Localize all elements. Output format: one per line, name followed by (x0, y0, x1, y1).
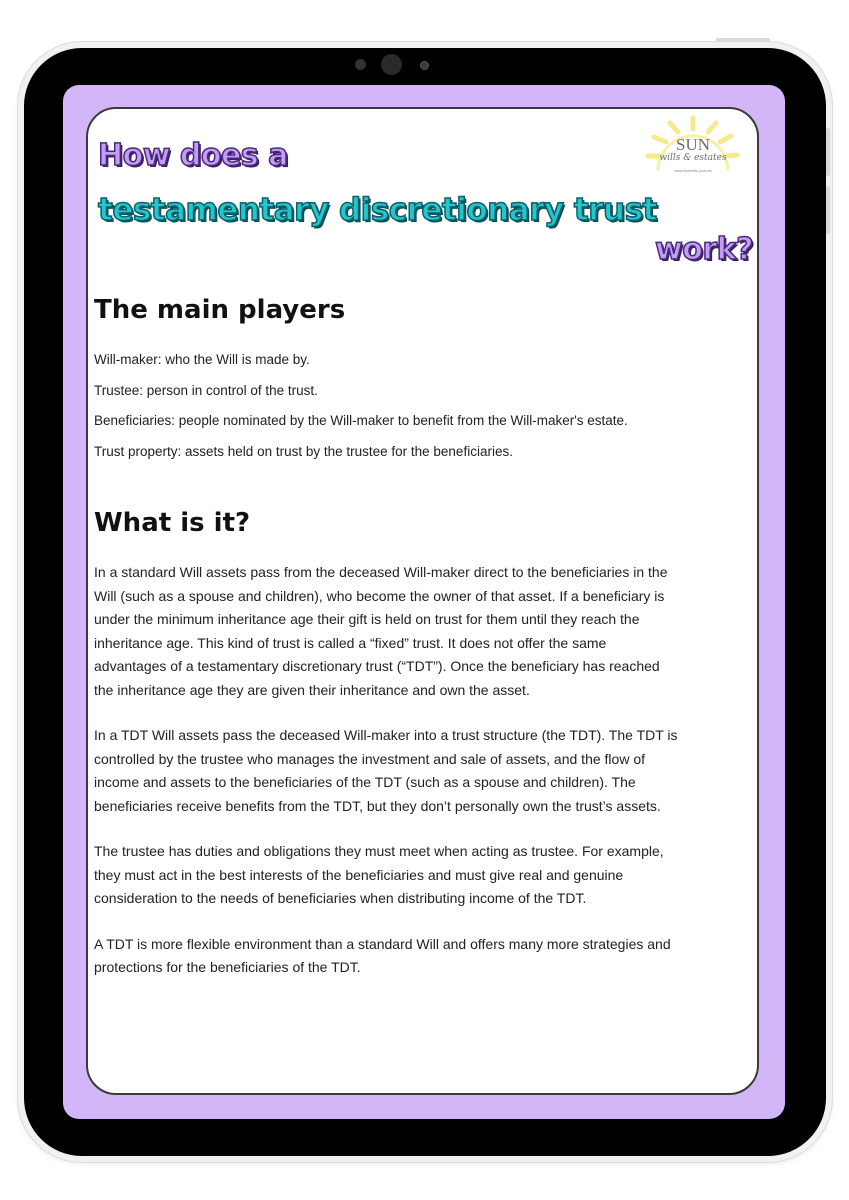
paragraph-line: the inheritance age they are given their inheritance and own the asset. (94, 681, 530, 698)
paragraph-line: consideration to the needs of beneficiaries when distributing income of the TDT. (94, 890, 587, 906)
paragraph-flexibility (94, 933, 736, 980)
title-line-1: How does a (98, 138, 288, 173)
paragraph-line: under the minimum inheritance age their gift is held on trust for them until they reach the (94, 611, 640, 627)
what-is-it-body (94, 561, 736, 1002)
volume-down-button (826, 186, 830, 234)
tablet-screen (63, 85, 785, 1119)
paragraph-line: advantages of a testamentary discretionary trust (“TDT”). Once the beneficiary has reached (94, 658, 660, 674)
power-button (716, 38, 770, 42)
paragraph-tdt-will (94, 724, 736, 818)
paragraph-line: In a standard Will assets pass from the deceased Will-maker direct to the beneficiaries in the (94, 564, 668, 580)
paragraph-line: controlled by the trustee who manages the investment and sale of assets, and the flow of (94, 750, 645, 767)
paragraph-line: Will (such as a spouse and children), who become the owner of that asset. If a beneficiary is (94, 587, 665, 604)
camera-icon (381, 54, 402, 75)
section-heading-what-is-it: What is it? (94, 508, 251, 538)
paragraph-line: beneficiaries receive benefits from the TDT, but they don’t personally own the trust’s assets. (94, 797, 661, 814)
main-players-list (94, 345, 734, 467)
paragraph-line: protections for the beneficiaries of the TDT. (94, 959, 361, 975)
volume-up-button (826, 128, 830, 176)
paragraph-line: In a TDT Will assets pass the deceased Will-maker into a trust structure (the TDT). The TDT is (94, 727, 678, 743)
paragraph-line: A TDT is more flexible environment than a standard Will and offers many more strategies and (94, 935, 671, 952)
paragraph-line: The trustee has duties and obligations they must meet when acting as trustee. For example, (94, 843, 664, 859)
paragraph-line: they must act in the best interests of the beneficiaries and must give real and genuine (94, 866, 624, 883)
sensor-dot-left (355, 59, 366, 70)
paragraph-trustee-duties (94, 840, 736, 911)
title-line-3: work? (655, 232, 753, 267)
player-beneficiaries: Beneficiaries: people nominated by the Will-maker to benefit from the Will-maker's estate. (94, 413, 628, 428)
paragraph-standard-will (94, 561, 736, 702)
title-line-2: testamentary discretionary trust (98, 192, 657, 228)
document-page (86, 107, 759, 1095)
player-trustee: Trustee: person in control of the trust. (94, 382, 318, 398)
section-heading-main-players: The main players (94, 295, 346, 325)
logo-tagline: wills & estates (659, 153, 727, 163)
logo-url: www.sunwills.com.au (674, 168, 712, 173)
sensor-dot-right (420, 61, 429, 70)
player-will-maker: Will-maker: who the Will is made by. (94, 352, 310, 367)
player-trust-property: Trust property: assets held on trust by the trustee for the beneficiaries. (94, 443, 513, 459)
paragraph-line: income and assets to the beneficiaries of the TDT (such as a spouse and children). The (94, 774, 636, 790)
logo-name: SUN (675, 135, 710, 154)
sun-wills-estates-logo (636, 115, 746, 187)
paragraph-line: inheritance age. This kind of trust is called a “fixed” trust. It does not offer the same (94, 634, 607, 651)
